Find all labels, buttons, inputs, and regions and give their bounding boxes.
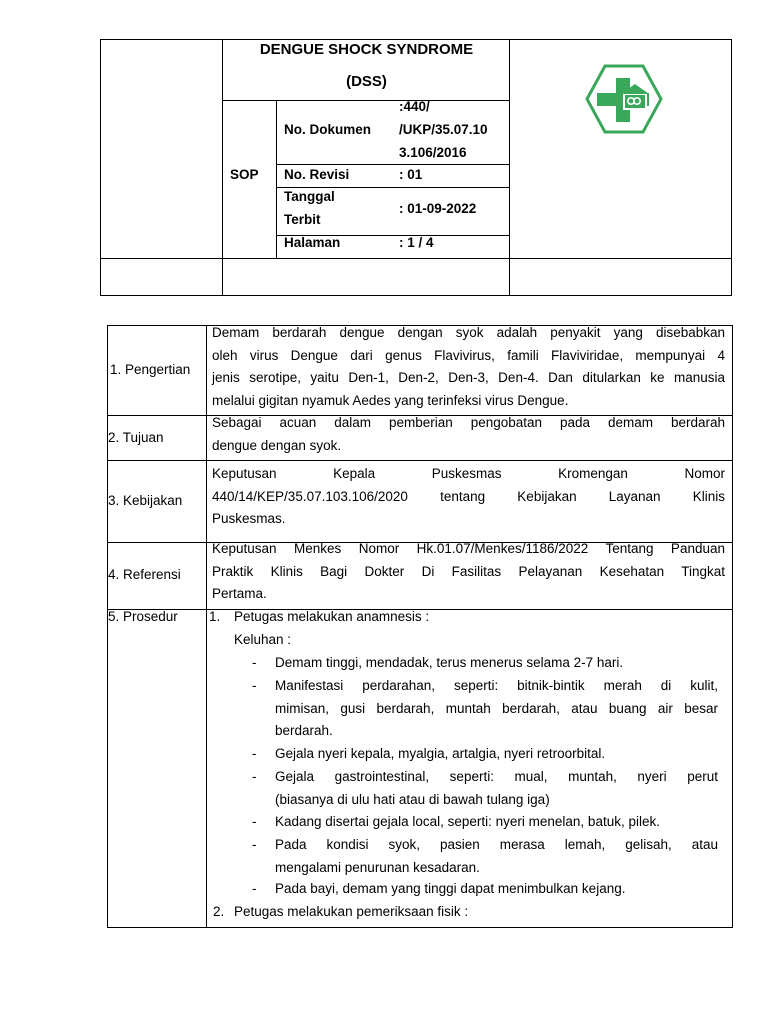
bullet-dash: - — [252, 678, 257, 693]
table-divider — [107, 460, 733, 461]
no-dokumen-label: No. Dokumen — [284, 122, 372, 137]
section-label-prosedur: 5. Prosedur — [108, 609, 178, 624]
step-number: 2. — [213, 904, 225, 919]
section-text-kebijakan: Keputusan Kepala Puskesmas Kromengan Nomor 440/14/KEP/35.07.103.106/2020 tentang Kebijakan Layanan Klinis Puskesmas. — [212, 466, 725, 527]
bullet-dash: - — [252, 769, 257, 784]
tanggal-terbit-label: Terbit — [284, 212, 321, 227]
section-text-referensi: Keputusan Menkes Nomor Hk.01.07/Menkes/1186/2022 Tentang Panduan Praktik Klinis Bagi Dokter Di Fasilitas Pelayanan Kesehatan Tingkat Pertama. — [212, 541, 725, 602]
no-revisi-value: : 01 — [399, 167, 423, 182]
list-item: Manifestasi perdarahan, seperti: bitnik-bintik merah di kulit, mimisan, gusi berdarah, muntah berdarah, atau buang air besar berdarah. — [275, 678, 718, 739]
section-text-pengertian: Demam berdarah dengue dengan syok adalah penyakit yang disebabkan oleh virus Dengue dari genus Flavivirus, famili Flaviviridae, mempunyai 4 jenis serotipe, yaitu Den-1, Den-2, Den-3, Den-4. Dan ditularkan ke manusia melalui gigitan nyamuk Aedes yang terinfeksi virus Dengue. — [212, 325, 725, 409]
no-revisi-label: No. Revisi — [284, 167, 350, 182]
list-item: Kadang disertai gejala local, seperti: nyeri menelan, batuk, pilek. — [275, 814, 660, 829]
tanggal-terbit-value: : 01-09-2022 — [399, 201, 477, 216]
section-label-tujuan: 2. Tujuan — [108, 430, 164, 445]
step-text: Petugas melakukan pemeriksaan fisik : — [234, 904, 469, 919]
bullet-dash: - — [252, 837, 257, 852]
section-text-tujuan: Sebagai acuan dalam pemberian pengobatan pada demam berdarah dengue dengan syok. — [212, 415, 725, 453]
list-item: Gejala gastrointestinal, seperti: mual, muntah, nyeri perut (biasanya di ulu hati atau di bawah tulang iga) — [275, 769, 718, 807]
list-item: Gejala nyeri kepala, myalgia, artalgia, nyeri retroorbital. — [275, 746, 606, 761]
no-dokumen-value: :440/ — [399, 99, 430, 114]
step-number: 1. — [209, 609, 221, 624]
bullet-dash: - — [252, 881, 257, 896]
bullet-dash: - — [252, 746, 257, 761]
no-dokumen-value: /UKP/35.07.10 — [399, 122, 488, 137]
sop-label: SOP — [230, 167, 259, 182]
header-divider — [276, 187, 510, 188]
bullet-dash: - — [252, 814, 257, 829]
section-label-kebijakan: 3. Kebijakan — [108, 493, 183, 508]
section-label-pengertian: 1. Pengertian — [110, 362, 191, 377]
section-label-referensi: 4. Referensi — [108, 567, 181, 582]
header-divider — [222, 100, 510, 101]
document-title: DENGUE SHOCK SYNDROME — [259, 41, 474, 58]
bullet-dash: - — [252, 655, 257, 670]
tanggal-terbit-label: Tanggal — [284, 189, 335, 204]
halaman-value: : 1 / 4 — [399, 235, 434, 250]
header-divider — [276, 164, 510, 165]
header-divider — [100, 258, 732, 259]
list-item: Pada kondisi syok, pasien merasa lemah, gelisah, atau mengalami penurunan kesadaran. — [275, 837, 718, 875]
document-subtitle: (DSS) — [346, 73, 387, 90]
no-dokumen-value: 3.106/2016 — [399, 145, 467, 160]
list-item: Pada bayi, demam yang tinggi dapat menimbulkan kejang. — [275, 881, 626, 896]
puskesmas-logo-icon — [585, 64, 663, 134]
list-item: Demam tinggi, mendadak, terus menerus selama 2-7 hari. — [275, 655, 624, 670]
keluhan-heading: Keluhan : — [234, 632, 292, 647]
step-text: Petugas melakukan anamnesis : — [234, 609, 430, 624]
halaman-label: Halaman — [284, 235, 341, 250]
